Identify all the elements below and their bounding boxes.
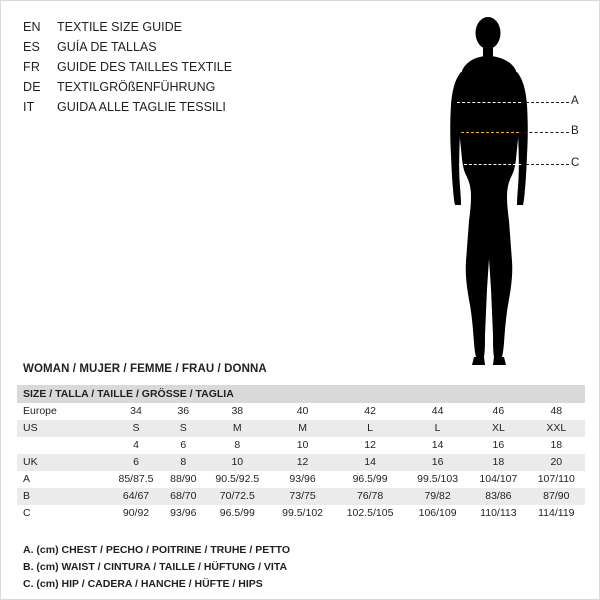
cell: 102.5/105 xyxy=(334,505,406,522)
cell: 99.5/102 xyxy=(271,505,334,522)
row-label-c: C xyxy=(17,505,109,522)
cell: 83/86 xyxy=(469,488,528,505)
cell: 16 xyxy=(406,454,469,471)
table-row xyxy=(17,420,585,437)
cell: 12 xyxy=(271,454,334,471)
table-row xyxy=(17,454,585,471)
cell: 114/119 xyxy=(528,505,585,522)
footnote-a: A. (cm) CHEST / PECHO / POITRINE / TRUHE / PETTO xyxy=(23,544,291,556)
cell: 12 xyxy=(334,437,406,454)
title-lang-en: EN xyxy=(23,20,41,34)
title-row xyxy=(23,97,323,117)
cell: 90.5/92.5 xyxy=(204,471,272,488)
table-head xyxy=(17,385,585,403)
table-row xyxy=(17,505,585,522)
cell: XL xyxy=(469,420,528,437)
table-header-cell: SIZE / TALLA / TAILLE / GRÖSSE / TAGLIA xyxy=(17,385,585,403)
row-label-us-numeric xyxy=(17,437,109,454)
cell: XXL xyxy=(528,420,585,437)
cell: 18 xyxy=(528,437,585,454)
cell: 16 xyxy=(469,437,528,454)
cell: 93/96 xyxy=(271,471,334,488)
title-text-de: TEXTILGRÖßENFÜHRUNG xyxy=(57,80,216,94)
size-table xyxy=(17,385,585,522)
title-lang-de: DE xyxy=(23,80,41,94)
cell: 99.5/103 xyxy=(406,471,469,488)
footnote-c: C. (cm) HIP / CADERA / HANCHE / HÜFTE / HIPS xyxy=(23,578,263,590)
table-row xyxy=(17,403,585,420)
cell: 110/113 xyxy=(469,505,528,522)
cell: M xyxy=(271,420,334,437)
row-label-b: B xyxy=(17,488,109,505)
row-label-a: A xyxy=(17,471,109,488)
cell: L xyxy=(406,420,469,437)
title-text-fr: GUIDE DES TAILLES TEXTILE xyxy=(57,60,233,74)
title-lang-es: ES xyxy=(23,40,41,54)
title-row xyxy=(23,17,323,37)
cell: 79/82 xyxy=(406,488,469,505)
row-label-us: US xyxy=(17,420,109,437)
cell: 93/96 xyxy=(163,505,204,522)
cell: 70/72.5 xyxy=(204,488,272,505)
cell: S xyxy=(109,420,163,437)
measure-label-b: B xyxy=(571,125,579,137)
cell: 38 xyxy=(204,403,272,420)
cell: 46 xyxy=(469,403,528,420)
table-row xyxy=(17,488,585,505)
row-label-uk: UK xyxy=(17,454,109,471)
cell: M xyxy=(204,420,272,437)
title-block xyxy=(23,17,323,117)
cell: 8 xyxy=(204,437,272,454)
title-row xyxy=(23,57,323,77)
cell: L xyxy=(334,420,406,437)
cell: 36 xyxy=(163,403,204,420)
table-body xyxy=(17,403,585,522)
body-figure xyxy=(421,9,591,369)
cell: 8 xyxy=(163,454,204,471)
cell: 48 xyxy=(528,403,585,420)
cell: 85/87.5 xyxy=(109,471,163,488)
cell: 10 xyxy=(271,437,334,454)
measure-label-c: C xyxy=(571,157,580,169)
cell: 104/107 xyxy=(469,471,528,488)
title-lang-fr: FR xyxy=(23,60,41,74)
cell: 88/90 xyxy=(163,471,204,488)
title-text-en: TEXTILE SIZE GUIDE xyxy=(57,20,183,34)
female-silhouette-icon xyxy=(421,9,591,369)
measure-label-a: A xyxy=(571,95,579,107)
cell: S xyxy=(163,420,204,437)
footnote-b: B. (cm) WAIST / CINTURA / TAILLE / HÜFTUNG / VITA xyxy=(23,561,288,573)
title-row xyxy=(23,37,323,57)
cell: 44 xyxy=(406,403,469,420)
cell: 106/109 xyxy=(406,505,469,522)
cell: 6 xyxy=(109,454,163,471)
cell: 90/92 xyxy=(109,505,163,522)
cell: 14 xyxy=(406,437,469,454)
cell: 64/67 xyxy=(109,488,163,505)
title-lang-it: IT xyxy=(23,100,35,114)
measure-line-chest-leader xyxy=(521,102,569,103)
measure-line-chest-body xyxy=(457,102,521,103)
cell: 20 xyxy=(528,454,585,471)
title-text-es: GUÍA DE TALLAS xyxy=(57,40,157,54)
measure-line-waist-leader xyxy=(519,132,569,133)
measure-line-hip-body xyxy=(459,164,521,165)
cell: 34 xyxy=(109,403,163,420)
table-row xyxy=(17,437,585,454)
section-heading-woman: WOMAN / MUJER / FEMME / FRAU / DONNA xyxy=(23,363,267,375)
cell: 42 xyxy=(334,403,406,420)
cell: 87/90 xyxy=(528,488,585,505)
measure-line-waist-body xyxy=(461,132,519,133)
cell: 40 xyxy=(271,403,334,420)
cell: 107/110 xyxy=(528,471,585,488)
cell: 96.5/99 xyxy=(204,505,272,522)
cell: 73/75 xyxy=(271,488,334,505)
cell: 18 xyxy=(469,454,528,471)
table-row xyxy=(17,471,585,488)
table-header-row xyxy=(17,385,585,403)
title-text-it: GUIDA ALLE TAGLIE TESSILI xyxy=(57,100,226,114)
measure-line-hip-leader xyxy=(521,164,569,165)
footnotes-block xyxy=(23,542,543,593)
cell: 76/78 xyxy=(334,488,406,505)
cell: 6 xyxy=(163,437,204,454)
row-label-europe: Europe xyxy=(17,403,109,420)
cell: 96.5/99 xyxy=(334,471,406,488)
cell: 4 xyxy=(109,437,163,454)
cell: 10 xyxy=(204,454,272,471)
cell: 14 xyxy=(334,454,406,471)
cell: 68/70 xyxy=(163,488,204,505)
title-row xyxy=(23,77,323,97)
